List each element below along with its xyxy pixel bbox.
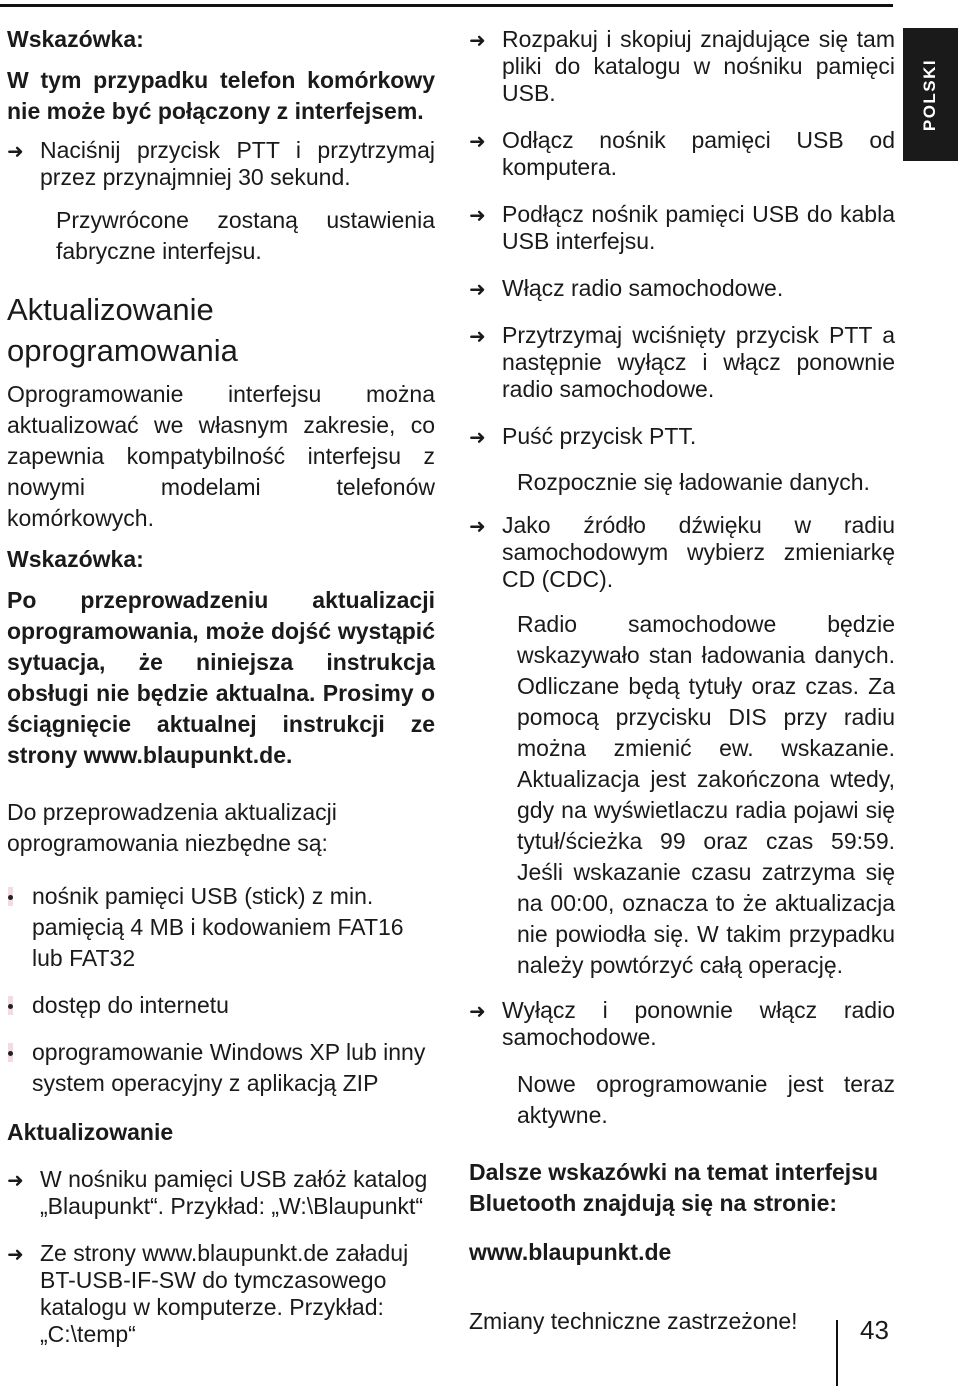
note-heading: Wskazówka: bbox=[7, 546, 144, 572]
arrow-right-icon: ➜ bbox=[7, 1168, 24, 1192]
arrow-right-icon: ➜ bbox=[7, 1242, 24, 1266]
note-text: Po przeprowadzeniu aktualizacji oprogramowania, może dojść wystąpić sytuacja, że niniejsza instrukcja obsługi nie będzie aktualna. Prosimy o ściągnięcie aktualnej instrukcji ze strony www.blaupunkt.de. bbox=[7, 587, 435, 768]
instruction-step bbox=[7, 1166, 435, 1220]
top-rule bbox=[0, 4, 893, 7]
instruction-step bbox=[469, 423, 895, 450]
list-item-text: nośnik pamięci USB (stick) z min. pamięcią 4 MB i kodowaniem FAT16 lub FAT32 bbox=[32, 883, 404, 971]
arrow-right-icon: ➜ bbox=[469, 324, 486, 348]
bullet-icon bbox=[8, 996, 13, 1015]
arrow-right-icon: ➜ bbox=[469, 425, 486, 449]
intro-paragraph: Oprogramowanie interfejsu można aktualizować we własnym zakresie, co zapewnia kompatybilność interfejsu z nowymi modelami telefonów komórkowych. bbox=[7, 381, 435, 531]
arrow-right-icon: ➜ bbox=[469, 203, 486, 227]
bullet-icon bbox=[8, 1043, 13, 1062]
step-text: Ze strony www.blaupunkt.de załaduj BT-USB-IF-SW do tymczasowego katalogu w komputerze. Przykład: „C:\temp“ bbox=[40, 1240, 409, 1347]
arrow-right-icon: ➜ bbox=[469, 277, 486, 301]
list-item bbox=[7, 1037, 435, 1099]
list-item bbox=[7, 990, 435, 1021]
page-number: 43 bbox=[860, 1315, 889, 1345]
footer-rule bbox=[836, 1320, 838, 1386]
step-text: Jako źródło dźwięku w radiu samochodowym wybierz zmieniarkę CD (CDC). bbox=[502, 512, 895, 592]
instruction-step bbox=[469, 322, 895, 403]
step-text: Rozpakuj i skopiuj znajdujące się tam pliki do katalogu w nośniku pamięci USB. bbox=[502, 26, 895, 106]
result-text: Przywrócone zostaną ustawienia fabryczne interfejsu. bbox=[56, 207, 435, 264]
language-tab bbox=[903, 28, 958, 161]
instruction-step bbox=[469, 201, 895, 255]
list-item bbox=[7, 881, 435, 974]
step-text: Włącz radio samochodowe. bbox=[502, 275, 784, 301]
instruction-step bbox=[7, 1240, 435, 1348]
disclaimer-text: Zmiany techniczne zastrzeżone! bbox=[469, 1308, 798, 1334]
instruction-step bbox=[469, 512, 895, 593]
arrow-right-icon: ➜ bbox=[469, 514, 486, 538]
right-column bbox=[469, 26, 895, 1335]
arrow-right-icon: ➜ bbox=[469, 129, 486, 153]
arrow-right-icon: ➜ bbox=[7, 139, 24, 163]
instruction-step bbox=[7, 137, 435, 191]
website-link[interactable]: www.blaupunkt.de bbox=[469, 1239, 672, 1265]
result-text: Nowe oprogramowanie jest teraz aktywne. bbox=[517, 1071, 895, 1128]
instruction-step bbox=[469, 127, 895, 181]
step-text: Naciśnij przycisk PTT i przytrzymaj przez przynajmniej 30 sekund. bbox=[40, 137, 435, 190]
info-note: Dalsze wskazówki na temat interfejsu Bluetooth znajdują się na stronie: bbox=[469, 1159, 879, 1216]
instruction-step bbox=[469, 275, 895, 302]
instruction-step bbox=[469, 26, 895, 107]
subsection-heading: Aktualizowanie bbox=[7, 1119, 174, 1145]
bullet-icon bbox=[8, 887, 13, 906]
arrow-right-icon: ➜ bbox=[469, 28, 486, 52]
arrow-right-icon: ➜ bbox=[469, 999, 486, 1023]
list-item-text: oprogramowanie Windows XP lub inny system operacyjny z aplikacją ZIP bbox=[32, 1039, 426, 1096]
note-text: W tym przypadku telefon komórkowy nie może być połączony z interfejsem. bbox=[7, 67, 435, 124]
list-item-text: dostęp do internetu bbox=[32, 992, 229, 1018]
note-heading: Wskazówka: bbox=[7, 26, 144, 52]
instruction-step bbox=[469, 997, 895, 1051]
left-column bbox=[7, 26, 435, 1348]
requirements-intro: Do przeprowadzenia aktualizacji oprogramowania niezbędne są: bbox=[7, 799, 337, 856]
result-text: Radio samochodowe będzie wskazywało stan ładowania danych. Odliczane będą tytuły oraz czas. Za pomocą przycisku DIS przy radiu można zmienić ew. wskazanie. Aktualizacja jest zakończona wtedy, gdy na wyświetlaczu radia pojawi się tytuł/ścieżka 99 oraz czas 59:59. Jeśli wskazanie czasu zatrzyma się na 00:00, oznacza to że aktualizacja nie powiodła się. W takim przypadku należy powtórzyć całą operację. bbox=[517, 611, 895, 978]
result-text: Rozpocznie się ładowanie danych. bbox=[517, 469, 870, 495]
step-text: W nośniku pamięci USB załóż katalog „Blaupunkt“. Przykład: „W:\Blaupunkt“ bbox=[40, 1166, 428, 1219]
step-text: Odłącz nośnik pamięci USB od komputera. bbox=[502, 127, 895, 180]
language-tab-label: POLSKI bbox=[920, 58, 940, 131]
step-text: Wyłącz i ponownie włącz radio samochodowe. bbox=[502, 997, 895, 1050]
step-text: Przytrzymaj wciśnięty przycisk PTT a następnie wyłącz i włącz ponownie radio samochodowe. bbox=[502, 322, 895, 402]
step-text: Puść przycisk PTT. bbox=[502, 423, 697, 449]
section-heading: Aktualizowanie oprogramowania bbox=[7, 292, 238, 368]
step-text: Podłącz nośnik pamięci USB do kabla USB interfejsu. bbox=[502, 201, 895, 254]
